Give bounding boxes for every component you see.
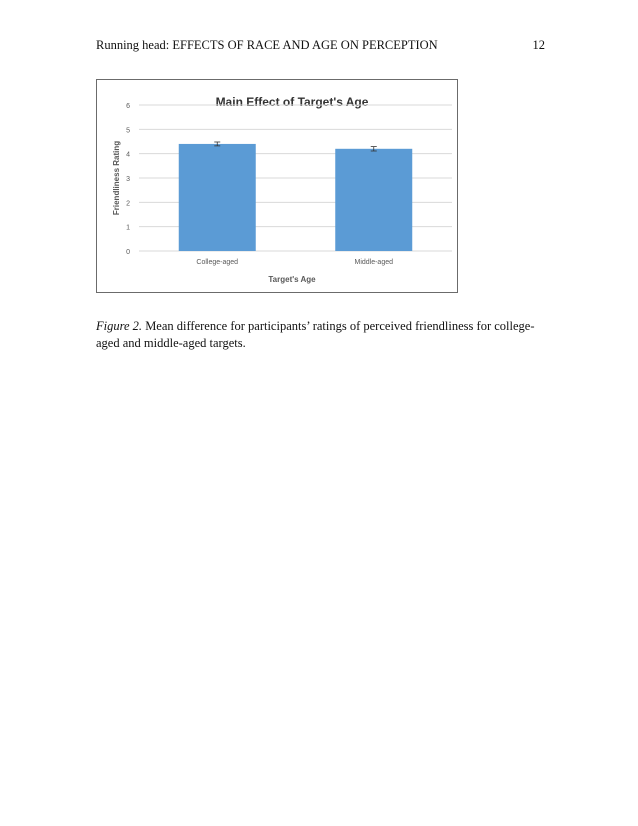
y-axis-label: Friendliness Rating (112, 140, 121, 216)
x-tick-label: Middle-aged (354, 259, 394, 266)
x-tick-label: College-aged (196, 259, 239, 266)
y-tick-label: 4 (126, 151, 130, 159)
figure-frame (96, 79, 458, 293)
x-axis-label: Target's Age (268, 275, 316, 284)
bar-chart (97, 80, 457, 292)
running-head: Running head: EFFECTS OF RACE AND AGE ON PERCEPTION (96, 38, 438, 52)
bar-college-aged (179, 144, 256, 251)
y-tick-label: 0 (126, 249, 130, 256)
y-tick-label: 5 (126, 127, 130, 135)
y-tick-label: 3 (126, 176, 130, 183)
chart-title: Main Effect of Target's Age (215, 95, 369, 109)
y-tick-label: 6 (126, 103, 130, 110)
bar-middle-aged (335, 149, 412, 251)
page-number: 12 (532, 38, 545, 52)
figure-label: Figure 2. (96, 319, 143, 333)
y-tick-label: 2 (126, 200, 130, 208)
figure-caption-text: Mean difference for participants’ ratings of perceived friendliness for college-aged and middle-aged targets. (96, 319, 535, 350)
y-tick-label: 1 (126, 224, 130, 232)
figure-caption (96, 318, 552, 352)
